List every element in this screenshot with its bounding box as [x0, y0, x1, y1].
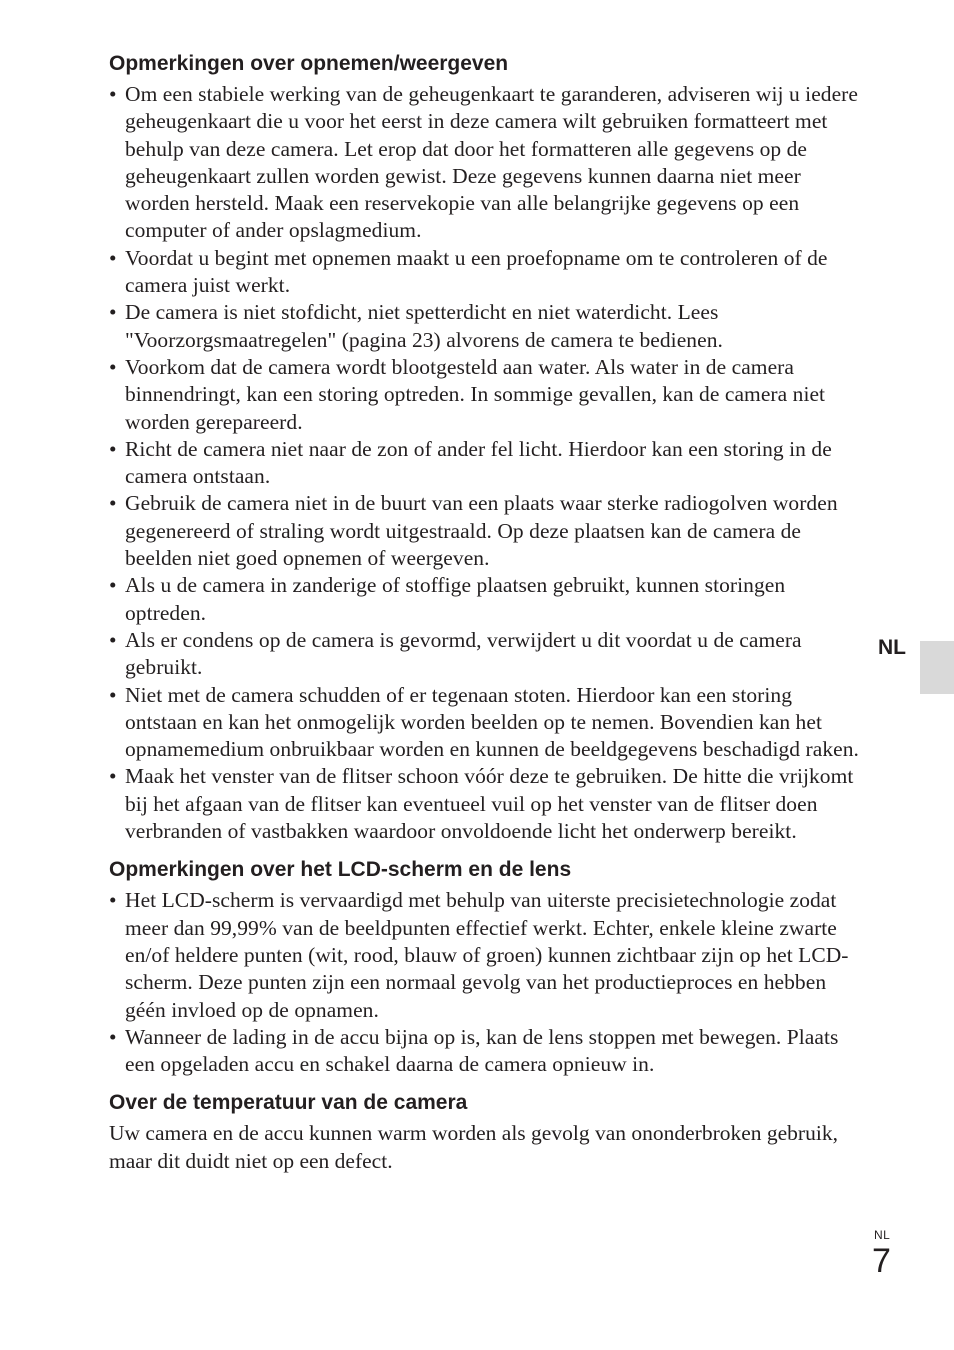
list-item	[109, 490, 869, 572]
list-item-text: De camera is niet stofdicht, niet spetterdicht en niet waterdicht. Lees "Voorzorgsmaatregelen" (pagina 23) alvorens de camera te bedienen.	[125, 300, 723, 352]
bullet-mark: •	[109, 682, 117, 707]
bullet-mark: •	[109, 573, 117, 598]
bullet-mark: •	[109, 888, 117, 913]
list-item-text: Maak het venster van de flitser schoon vóór deze te gebruiken. De hitte die vrijkomt bij het afgaan van de flitser kan eventueel vuil op het venster van de flitser doen verbranden of vastbakken waardoor onvoldoende licht het onderwerp bereikt.	[125, 764, 854, 844]
section-temperature	[109, 1089, 869, 1175]
section-paragraph: Uw camera en de accu kunnen warm worden als gevolg van ononderbroken gebruik, maar dit duidt niet op een defect.	[109, 1121, 838, 1173]
bullet-mark: •	[109, 245, 117, 270]
language-tab-label: NL	[878, 636, 906, 659]
page-content	[109, 50, 869, 1175]
list-item	[109, 81, 869, 245]
list-item-text: Als u de camera in zanderige of stoffige plaatsen gebruikt, kunnen storingen optreden.	[125, 573, 786, 625]
bullet-list	[109, 887, 869, 1078]
bullet-mark: •	[109, 764, 117, 789]
bullet-mark: •	[109, 354, 117, 379]
bullet-mark: •	[109, 436, 117, 461]
list-item-text: Het LCD-scherm is vervaardigd met behulp van uiterste precisietechnologie zodat meer dan 99,99% van de beeldpunten effectief werkt. Echter, enkele kleine zwarte en/of heldere punten (wit, rood, blauw of groen) kunnen zichtbaar zijn op het LCD-scherm. Deze punten zijn een normaal gevolg van het productieproces en hebben géén invloed op de opnamen.	[125, 888, 849, 1022]
list-item	[109, 682, 869, 764]
bullet-mark: •	[109, 300, 117, 325]
section-heading: Opmerkingen over het LCD-scherm en de lens	[109, 858, 572, 882]
list-item	[109, 627, 869, 682]
list-item	[109, 354, 869, 436]
list-item	[109, 1024, 869, 1079]
list-item	[109, 436, 869, 491]
bullet-mark: •	[109, 1024, 117, 1049]
section-recording-playback	[109, 50, 869, 845]
bullet-mark: •	[109, 82, 117, 106]
bullet-list	[109, 81, 869, 845]
list-item-text: Voorkom dat de camera wordt blootgesteld aan water. Als water in de camera binnendringt, kan een storing optreden. In sommige gevallen, kan de camera niet worden gerepareerd.	[125, 354, 826, 434]
footer-language: NL	[874, 1228, 891, 1242]
list-item-text: Om een stabiele werking van de geheugenkaart te garanderen, adviseren wij u iedere geheugenkaart die u voor het eerst in deze camera wilt gebruiken formatteert met behulp van deze camera. Let erop dat door het formatteren alle gegevens op de geheugenkaart zullen worden gewist. Deze gegevens kunnen daarna niet meer worden hersteld. Maak een reservekopie van alle belangrijke gegevens op een computer of ander opslagmedium.	[125, 82, 858, 243]
list-item-text: Als er condens op de camera is gevormd, verwijdert u dit voordat u de camera gebruikt.	[125, 627, 802, 680]
list-item	[109, 887, 869, 1023]
language-tab-marker	[920, 641, 954, 694]
list-item	[109, 763, 869, 845]
section-heading: Over de temperatuur van de camera	[109, 1091, 468, 1115]
list-item-text: Gebruik de camera niet in de buurt van een plaats waar sterke radiogolven worden gegenereerd of straling wordt uitgestraald. Op deze plaatsen kan de camera de beelden niet goed opnemen of weergeven.	[125, 491, 838, 571]
list-item-text: Richt de camera niet naar de zon of ander fel licht. Hierdoor kan een storing in de camera ontstaan.	[125, 436, 832, 489]
list-item	[109, 299, 869, 354]
list-item-text: Niet met de camera schudden of er tegenaan stoten. Hierdoor kan een storing ontstaan en kan het onmogelijk worden beelden op te nemen. Bovendien kan het opnamemedium onbruikbaar worden en kunnen de beeldgegevens beschadigd raken.	[125, 682, 859, 762]
bullet-mark: •	[109, 491, 117, 516]
list-item	[109, 572, 869, 627]
list-item	[109, 245, 869, 300]
page-number: 7	[872, 1242, 891, 1280]
bullet-mark: •	[109, 627, 117, 652]
section-lcd-lens	[109, 856, 869, 1078]
list-item-text: Wanneer de lading in de accu bijna op is, kan de lens stoppen met bewegen. Plaats een opgeladen accu en schakel daarna de camera opnieuw in.	[125, 1024, 839, 1077]
section-heading: Opmerkingen over opnemen/weergeven	[109, 52, 509, 75]
list-item-text: Voordat u begint met opnemen maakt u een proefopname om te controleren of de camera juist werkt.	[125, 245, 828, 298]
